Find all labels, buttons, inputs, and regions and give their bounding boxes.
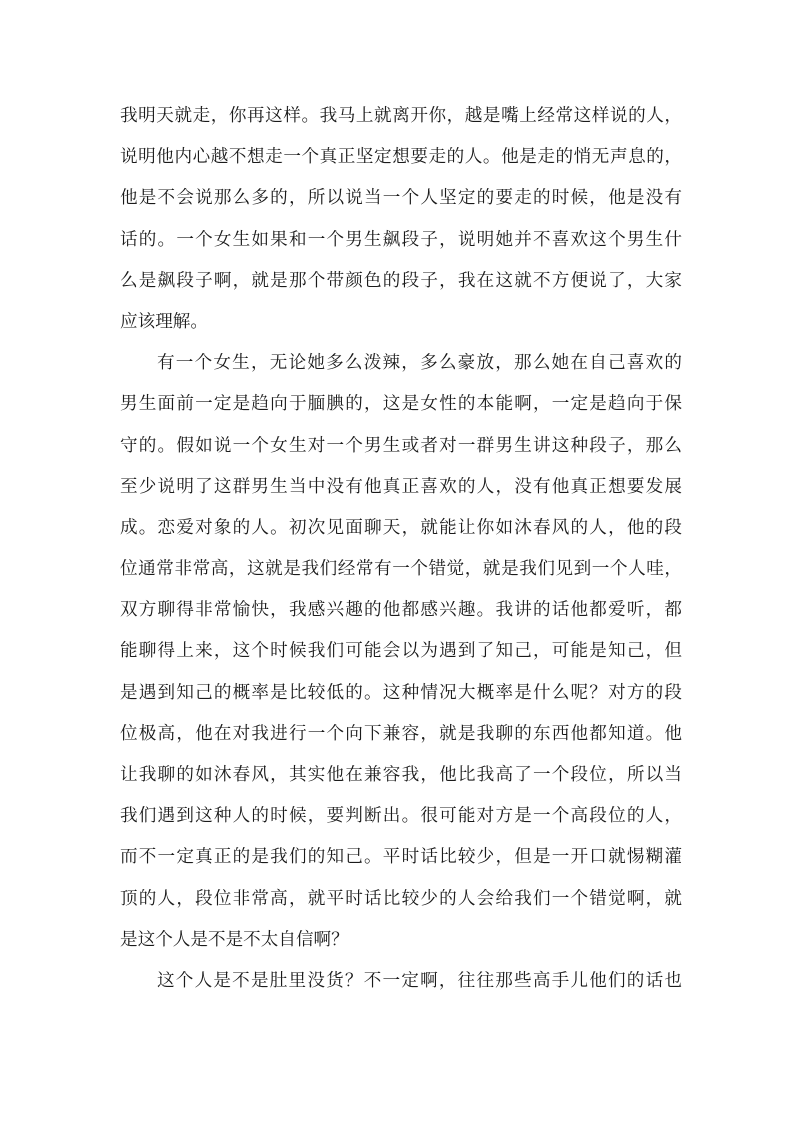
text-line: 应该理解。: [120, 311, 208, 332]
text-line: 至少说明了这群男生当中没有他真正喜欢的人，没有他真正想要发展: [120, 476, 682, 497]
text-line: 说明他内心越不想走一个真正坚定想要走的人。他是走的悄无声息的，: [120, 147, 682, 168]
text-line: 顶的人，段位非常高，就平时话比较少的人会给我们一个错觉啊，就: [120, 888, 682, 909]
text-line: 位通常非常高，这就是我们经常有一个错觉，就是我们见到一个人哇，: [120, 559, 682, 580]
text-line: 么是飙段子啊，就是那个带颜色的段子，我在这就不方便说了，大家: [120, 270, 682, 291]
text-line: 有一个女生，无论她多么泼辣，多么豪放，那么她在自己喜欢的: [157, 353, 682, 374]
text-line: 成。恋爱对象的人。初次见面聊天，就能让你如沐春风的人，他的段: [120, 517, 682, 538]
text-line: 我明天就走，你再这样。我马上就离开你，越是嘴上经常这样说的人，: [120, 106, 682, 126]
text-line: 男生面前一定是趋向于腼腆的，这是女性的本能啊，一定是趋向于保: [120, 394, 682, 415]
text-line: 话的。一个女生如果和一个男生飙段子，说明她并不喜欢这个男生什: [120, 229, 682, 250]
text-line: 是这个人是不是不太自信啊？: [120, 929, 349, 950]
text-line: 我们遇到这种人的时候，要判断出。很可能对方是一个高段位的人，: [120, 806, 682, 827]
text-line: 位极高，他在对我进行一个向下兼容，就是我聊的东西他都知道。他: [120, 723, 682, 744]
text-line: 这个人是不是肚里没货？不一定啊，往往那些高手儿他们的话也: [157, 970, 682, 991]
text-line: 他是不会说那么多的，所以说当一个人坚定的要走的时候，他是没有: [120, 188, 682, 209]
text-line: 双方聊得非常愉快，我感兴趣的他都感兴趣。我讲的话他都爱听，都: [120, 600, 682, 621]
text-line: 而不一定真正的是我们的知己。平时话比较少，但是一开口就惕糊灌: [120, 847, 682, 868]
text-line: 能聊得上来，这个时候我们可能会以为遇到了知己，可能是知己，但: [120, 641, 682, 662]
text-line: 守的。假如说一个女生对一个男生或者对一群男生讲这种段子，那么: [120, 435, 682, 456]
text-line: 让我聊的如沐春风，其实他在兼容我，他比我高了一个段位，所以当: [120, 765, 682, 785]
body-text: [120, 96, 682, 1002]
text-line: 是遇到知己的概率是比较低的。这种情况大概率是什么呢？对方的段: [120, 682, 682, 703]
